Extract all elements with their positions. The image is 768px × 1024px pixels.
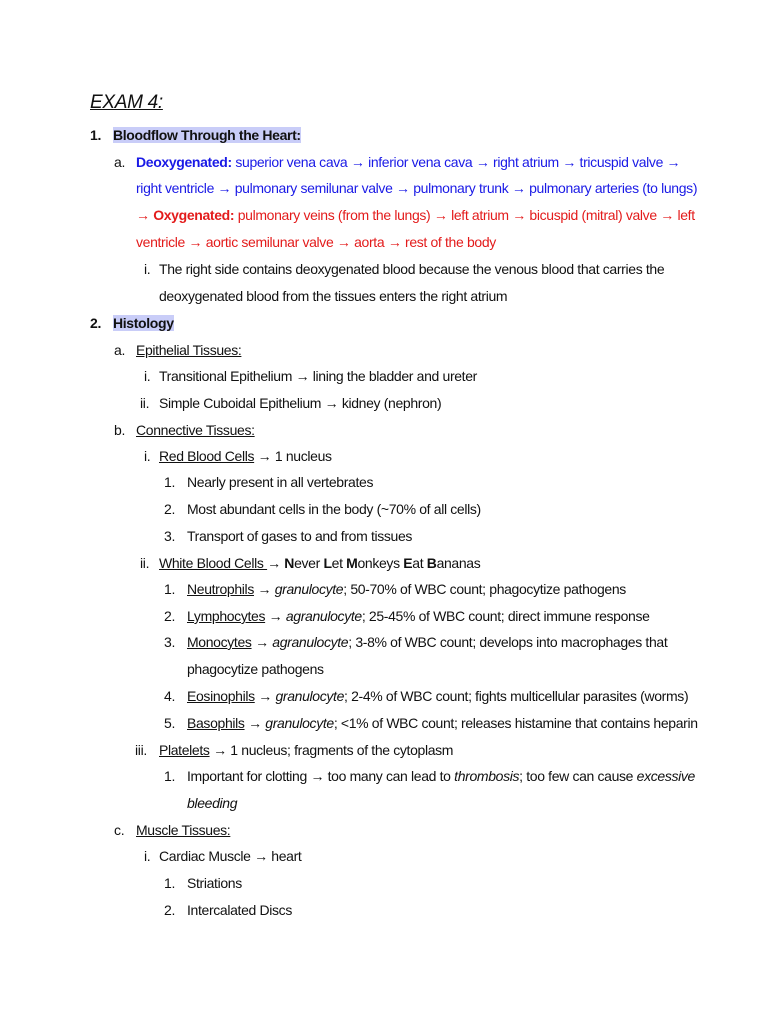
wbc-type-eosinophils xyxy=(187,687,688,705)
note-line-2: deoxygenated blood from the tissues enters the right atrium xyxy=(159,288,508,304)
wbc-marker: ii. xyxy=(140,555,150,571)
list-item: Striations xyxy=(187,875,242,891)
list-item: Most abundant cells in the body (~70% of all cells) xyxy=(187,501,481,517)
cardiac-marker: i. xyxy=(144,848,151,864)
list-item: Transitional Epithelium → lining the bladder and ureter xyxy=(159,368,477,384)
list-marker: 2. xyxy=(164,608,176,624)
cell-kind: granulocyte xyxy=(265,715,334,731)
arrow: → xyxy=(254,688,276,704)
platelets-fact-continuation: bleeding xyxy=(187,795,238,811)
wbc-type-neutrophils xyxy=(187,580,626,598)
list-marker: 1. xyxy=(164,875,176,891)
muscle-label: Muscle Tissues: xyxy=(136,822,231,838)
list-item: Intercalated Discs xyxy=(187,902,292,918)
cell-desc: ; 25-45% of WBC count; direct immune response xyxy=(361,608,650,624)
oxygenated-line-1 xyxy=(136,206,695,224)
oxygenated-text-1: pulmonary veins (from the lungs) → left atrium → bicuspid (mitral) valve → left xyxy=(234,207,695,223)
wbc-type-monocytes xyxy=(187,633,667,651)
deoxygenated-text-1: superior vena cava → inferior vena cava → right atrium → tricuspid valve → xyxy=(231,154,681,170)
section-2-heading-text: Histology xyxy=(113,315,174,331)
epithelial-marker: a. xyxy=(114,342,126,358)
fact-text: ; too few can cause xyxy=(519,768,637,784)
fact-text: Important for clotting → too many can lead to xyxy=(187,768,455,784)
wbc-type-basophils xyxy=(187,714,698,732)
mnemonic-rest: et xyxy=(331,555,347,571)
list-marker: 2. xyxy=(164,501,176,517)
deoxygenated-line-2: right ventricle → pulmonary semilunar valve → pulmonary trunk → pulmonary arteries (to lungs) xyxy=(136,180,698,196)
arrow: → xyxy=(244,715,266,731)
deoxygenated-label: Deoxygenated: xyxy=(136,154,232,170)
connective-marker: b. xyxy=(114,422,126,438)
platelets-line xyxy=(159,741,453,759)
item-a-marker: a. xyxy=(114,154,126,170)
mnemonic-rest: at xyxy=(412,555,427,571)
list-item: Simple Cuboidal Epithelium → kidney (nephron) xyxy=(159,395,442,411)
wbc-type-lymphocytes xyxy=(187,607,650,625)
list-item: Transport of gases to and from tissues xyxy=(187,528,413,544)
list-marker: 1. xyxy=(164,474,176,490)
wbc-term: White Blood Cells xyxy=(159,555,268,571)
mnemonic-rest: ever xyxy=(294,555,324,571)
wbc-line xyxy=(159,554,480,572)
mnemonic-initial: N xyxy=(284,555,295,571)
list-marker: ii. xyxy=(140,395,150,411)
platelets-term: Platelets xyxy=(159,742,210,758)
list-marker: 4. xyxy=(164,688,176,704)
rbc-rest: → 1 nucleus xyxy=(254,448,332,464)
mnemonic-initial: L xyxy=(323,555,332,571)
rbc-marker: i. xyxy=(144,448,151,464)
platelets-marker: iii. xyxy=(135,742,148,758)
note-line-1: The right side contains deoxygenated blood because the venous blood that carries the xyxy=(159,261,665,277)
rbc-term: Red Blood Cells xyxy=(159,448,255,464)
list-marker: i. xyxy=(144,368,151,384)
cell-name: Monocytes xyxy=(187,634,252,650)
list-marker: 3. xyxy=(164,634,176,650)
list-marker: 1. xyxy=(164,581,176,597)
cell-name: Eosinophils xyxy=(187,688,255,704)
epithelial-label: Epithelial Tissues: xyxy=(136,342,242,358)
cell-name: Basophils xyxy=(187,715,245,731)
section-1-marker: 1. xyxy=(90,127,102,143)
list-item: Nearly present in all vertebrates xyxy=(187,474,374,490)
wbc-arrow: → xyxy=(267,555,285,571)
fact-italic: excessive xyxy=(636,768,695,784)
cell-desc: ; <1% of WBC count; releases histamine that contains heparin xyxy=(333,715,698,731)
list-marker: 3. xyxy=(164,528,176,544)
rbc-line xyxy=(159,447,332,465)
list-marker: 1. xyxy=(164,768,176,784)
cardiac-line: Cardiac Muscle → heart xyxy=(159,848,302,864)
cell-desc: ; 3-8% of WBC count; develops into macrophages that xyxy=(348,634,668,650)
section-1-heading-text: Bloodflow Through the Heart: xyxy=(113,127,301,143)
muscle-marker: c. xyxy=(114,822,125,838)
cell-kind: agranulocyte xyxy=(285,608,362,624)
cell-desc: ; 2-4% of WBC count; fights multicellular parasites (worms) xyxy=(344,688,689,704)
list-marker: 2. xyxy=(164,902,176,918)
deoxygenated-line-1 xyxy=(136,153,680,171)
cell-name: Lymphocytes xyxy=(187,608,266,624)
monocytes-continuation: phagocytize pathogens xyxy=(187,661,324,677)
section-2-marker: 2. xyxy=(90,315,102,331)
mnemonic-initial: M xyxy=(346,555,358,571)
cell-kind: granulocyte xyxy=(274,581,344,597)
list-marker: 5. xyxy=(164,715,176,731)
fact-italic: thrombosis xyxy=(454,768,520,784)
note-marker: i. xyxy=(144,261,151,277)
section-2-heading xyxy=(113,314,174,332)
mnemonic-rest: onkeys xyxy=(357,555,404,571)
oxygenated-label: Oxygenated: xyxy=(153,207,235,223)
cell-kind: granulocyte xyxy=(275,688,345,704)
oxygenated-line-2: ventricle → aortic semilunar valve → aorta → rest of the body xyxy=(136,234,496,250)
cell-desc: ; 50-70% of WBC count; phagocytize pathogens xyxy=(343,581,626,597)
cell-kind: agranulocyte xyxy=(272,634,349,650)
connective-label: Connective Tissues: xyxy=(136,422,255,438)
mnemonic-rest: ananas xyxy=(436,555,481,571)
arrow: → xyxy=(251,634,273,650)
mnemonic-initial: B xyxy=(426,555,437,571)
oxygenated-arrow: → xyxy=(136,207,154,223)
page-title: EXAM 4: xyxy=(90,92,163,113)
cell-name: Neutrophils xyxy=(187,581,254,597)
arrow: → xyxy=(265,608,286,624)
platelets-rest: → 1 nucleus; fragments of the cytoplasm xyxy=(209,742,454,758)
arrow: → xyxy=(253,581,275,597)
mnemonic-initial: E xyxy=(403,555,413,571)
section-1-heading xyxy=(113,126,301,144)
platelets-fact xyxy=(187,767,695,785)
